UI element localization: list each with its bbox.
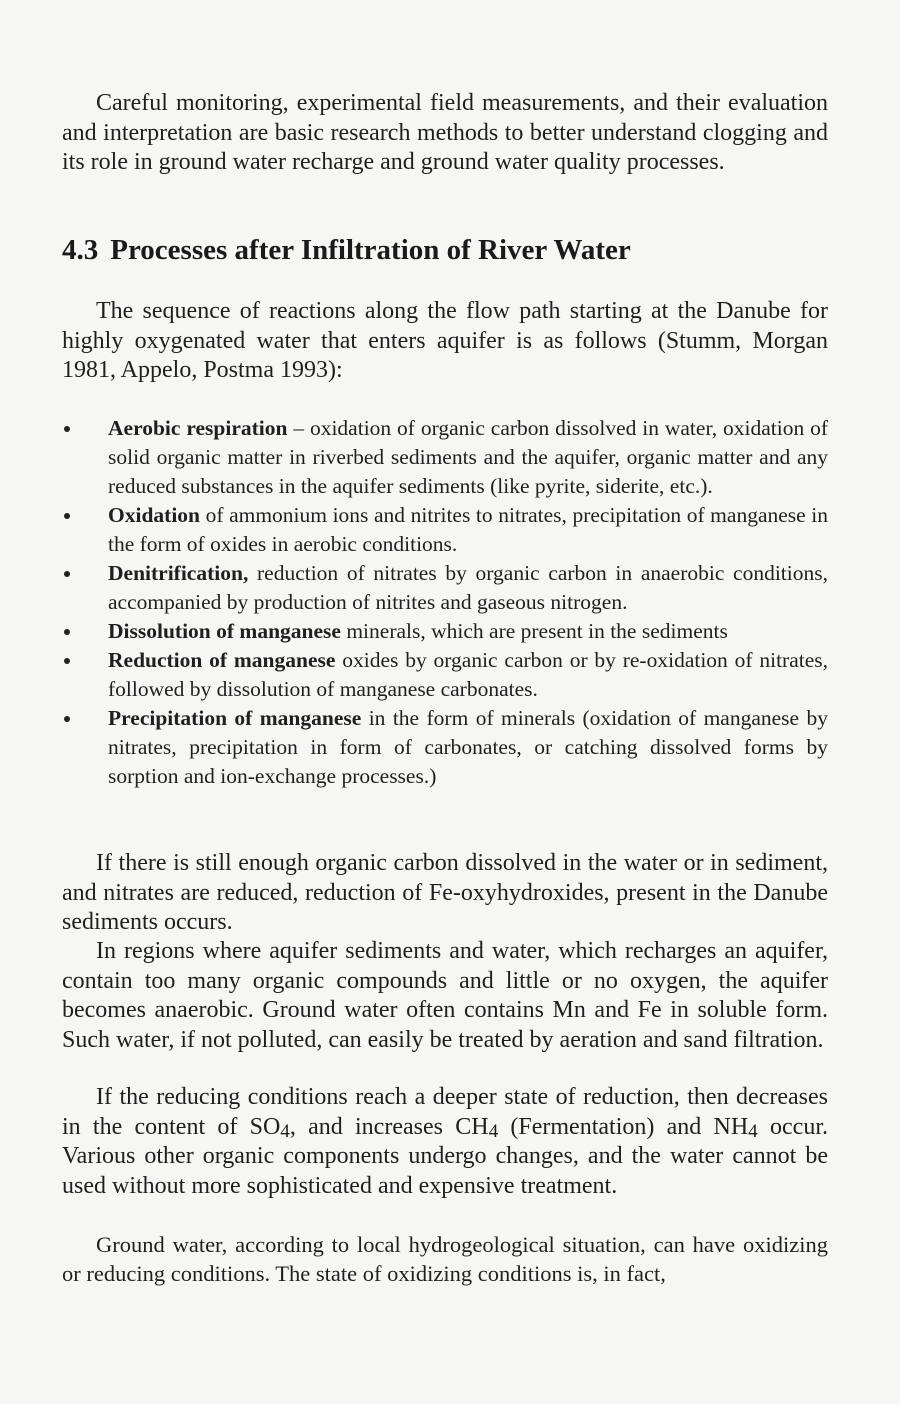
reaction-list xyxy=(62,414,828,791)
sequence-paragraph: The sequence of reactions along the flow path starting at the Danube for highly oxygenated water that enters aquifer is as follows (Stumm, Morgan 1981, Appelo, Postma 1993): xyxy=(62,298,828,383)
intro-paragraph: Careful monitoring, experimental field measurements, and their evaluation and interpretation are basic research methods to better understand clogging and its role in ground water recharge and ground water quality processes. xyxy=(62,90,828,175)
bullet-term: Denitrification, xyxy=(108,561,249,585)
list-item xyxy=(62,414,828,501)
subscript: 4 xyxy=(280,1120,290,1142)
bullet-icon xyxy=(64,629,70,635)
list-item xyxy=(62,501,828,559)
subscript: 4 xyxy=(488,1120,499,1142)
anaerobic-paragraph: In regions where aquifer sediments and water, which recharges an aquifer, contain too many organic compounds and little or no oxygen, the aquifer becomes anaerobic. Ground water often contains Mn and Fe in soluble form. Such water, if not polluted, can easily be treated by aeration and sand filtration. xyxy=(62,938,828,1053)
bullet-text: minerals, which are present in the sediments xyxy=(340,619,728,643)
section-heading xyxy=(62,232,631,268)
bullet-icon xyxy=(64,658,70,664)
section-title: Processes after Infiltration of River Water xyxy=(110,234,631,266)
bullet-text: of ammonium ions and nitrites to nitrates, precipitation of manganese in the form of oxides in aerobic conditions. xyxy=(108,503,828,556)
reduction-text-a: If the reducing conditions reach a deeper state of reduction, then decreases in the content of SO xyxy=(62,1084,828,1140)
list-item xyxy=(62,704,828,791)
bullet-term: Oxidation xyxy=(108,503,200,527)
bullet-term: Precipitation of manganese xyxy=(108,706,362,730)
reduction-text-c: (Fermentation) and NH xyxy=(498,1113,749,1140)
fe-paragraph: If there is still enough organic carbon dissolved in the water or in sediment, and nitrates are reduced, reduction of Fe-oxyhydroxides, present in the Danube sediments occurs. xyxy=(62,850,828,935)
bullet-text: reduction of nitrates by organic carbon in anaerobic conditions, accompanied by production of nitrites and gaseous nitrogen. xyxy=(108,561,828,614)
list-item xyxy=(62,646,828,704)
groundwater-paragraph: Ground water, according to local hydrogeological situation, can have oxidizing or reducing conditions. The state of oxidizing conditions is, in fact, xyxy=(62,1232,828,1286)
bullet-icon xyxy=(64,716,70,722)
bullet-term: Dissolution of manganese xyxy=(108,619,341,643)
reduction-text-b: , and increases CH xyxy=(289,1113,489,1140)
list-item xyxy=(62,559,828,617)
reduction-text-d: occur. Various other organic components undergo changes, and the water cannot be used without more sophisticated and expensive treatment. xyxy=(62,1113,828,1199)
bullet-icon xyxy=(64,571,70,577)
bullet-icon xyxy=(64,426,70,432)
list-item xyxy=(62,617,828,646)
bullet-icon xyxy=(64,513,70,519)
section-number: 4.3 xyxy=(62,234,99,266)
bullet-text: in the form of minerals (oxidation of manganese by nitrates, precipitation in form of carbonates, or catching dissolved forms by sorption and ion-exchange processes.) xyxy=(108,706,828,788)
subscript: 4 xyxy=(748,1120,758,1142)
bullet-text: oxides by organic carbon or by re-oxidation of nitrates, followed by dissolution of manganese carbonates. xyxy=(108,648,828,701)
reduction-paragraph xyxy=(62,1083,828,1201)
bullet-term: Aerobic respiration xyxy=(108,416,288,440)
bullet-text: – oxidation of organic carbon dissolved in water, oxidation of solid organic matter in riverbed sediments and the aquifer, organic matter and any reduced substances in the aquifer sediments (like pyrite, siderite, etc.). xyxy=(108,416,828,498)
bullet-term: Reduction of manganese xyxy=(108,648,336,672)
